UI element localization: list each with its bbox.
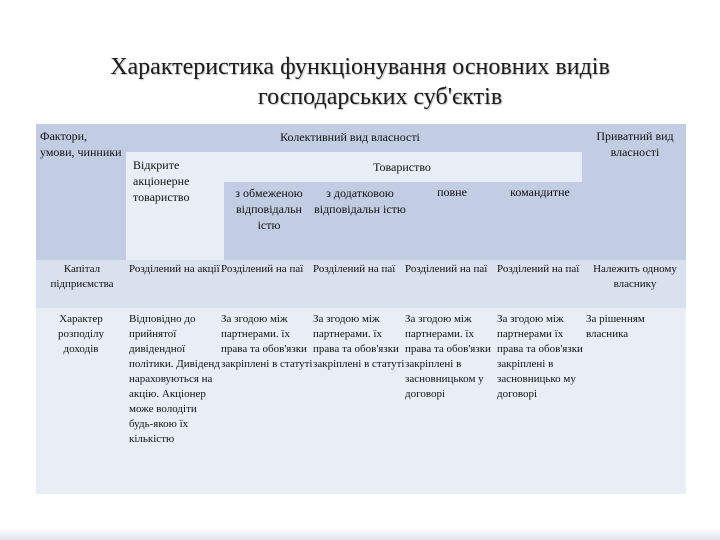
table-cell: За згодою між партнерами. їх права та обов'язки закріплені в статуті	[221, 313, 313, 370]
row-label: Характер розподілу доходів	[57, 313, 105, 355]
header-partnership: Товариство	[373, 160, 431, 174]
table-cell: За згодою між партнерами їх права та обов'язки закріплені в засновницько му договорі	[497, 313, 583, 400]
table-cell: Розділений на паї	[405, 263, 488, 275]
table-cell: За згодою між партнерами. їх права та обов'язки закріплені в статуті	[313, 313, 405, 370]
table-cell: За рішенням власника	[586, 313, 645, 340]
header-factors: Фактори, умови, чинники	[40, 129, 122, 159]
table-cell: Розділений на паї	[313, 263, 396, 275]
row-label: Капітал підприємства	[50, 263, 114, 290]
slide-title	[0, 52, 720, 112]
table-cell: Розділений на акції	[129, 263, 220, 275]
header-alc: з додатковою відповідальн істю	[314, 186, 406, 216]
table-cell: Розділений на паї	[221, 263, 304, 275]
header-full: повне	[437, 185, 467, 199]
header-limited: командитне	[510, 185, 570, 199]
table-cell: За згодою між партнерами. їх права та обов'язки закріплені в засновницьком у договорі	[405, 313, 491, 400]
table-cell: Відповідно до прийнятої дивідендної політики. Дивіденд нараховуються на акцію. Акціонер може володіти будь-якою їх кількістю	[129, 313, 220, 445]
header-llc: з обмеженою відповідальн істю	[235, 186, 303, 232]
slide-title-line-2: господарських суб'єктів	[257, 84, 503, 110]
header-collective: Колективний вид власності	[280, 130, 420, 144]
slide-bottom-decoration	[0, 528, 720, 540]
table-cell: Розділений на паї	[497, 263, 580, 275]
table-cell: Належить одному власнику	[593, 263, 677, 290]
header-open-jsc: Відкрите акціонерне товариство	[133, 158, 190, 204]
slide-title-line-1: Характеристика функціонування основних видів	[110, 54, 610, 80]
header-private: Приватний вид власності	[596, 129, 674, 159]
